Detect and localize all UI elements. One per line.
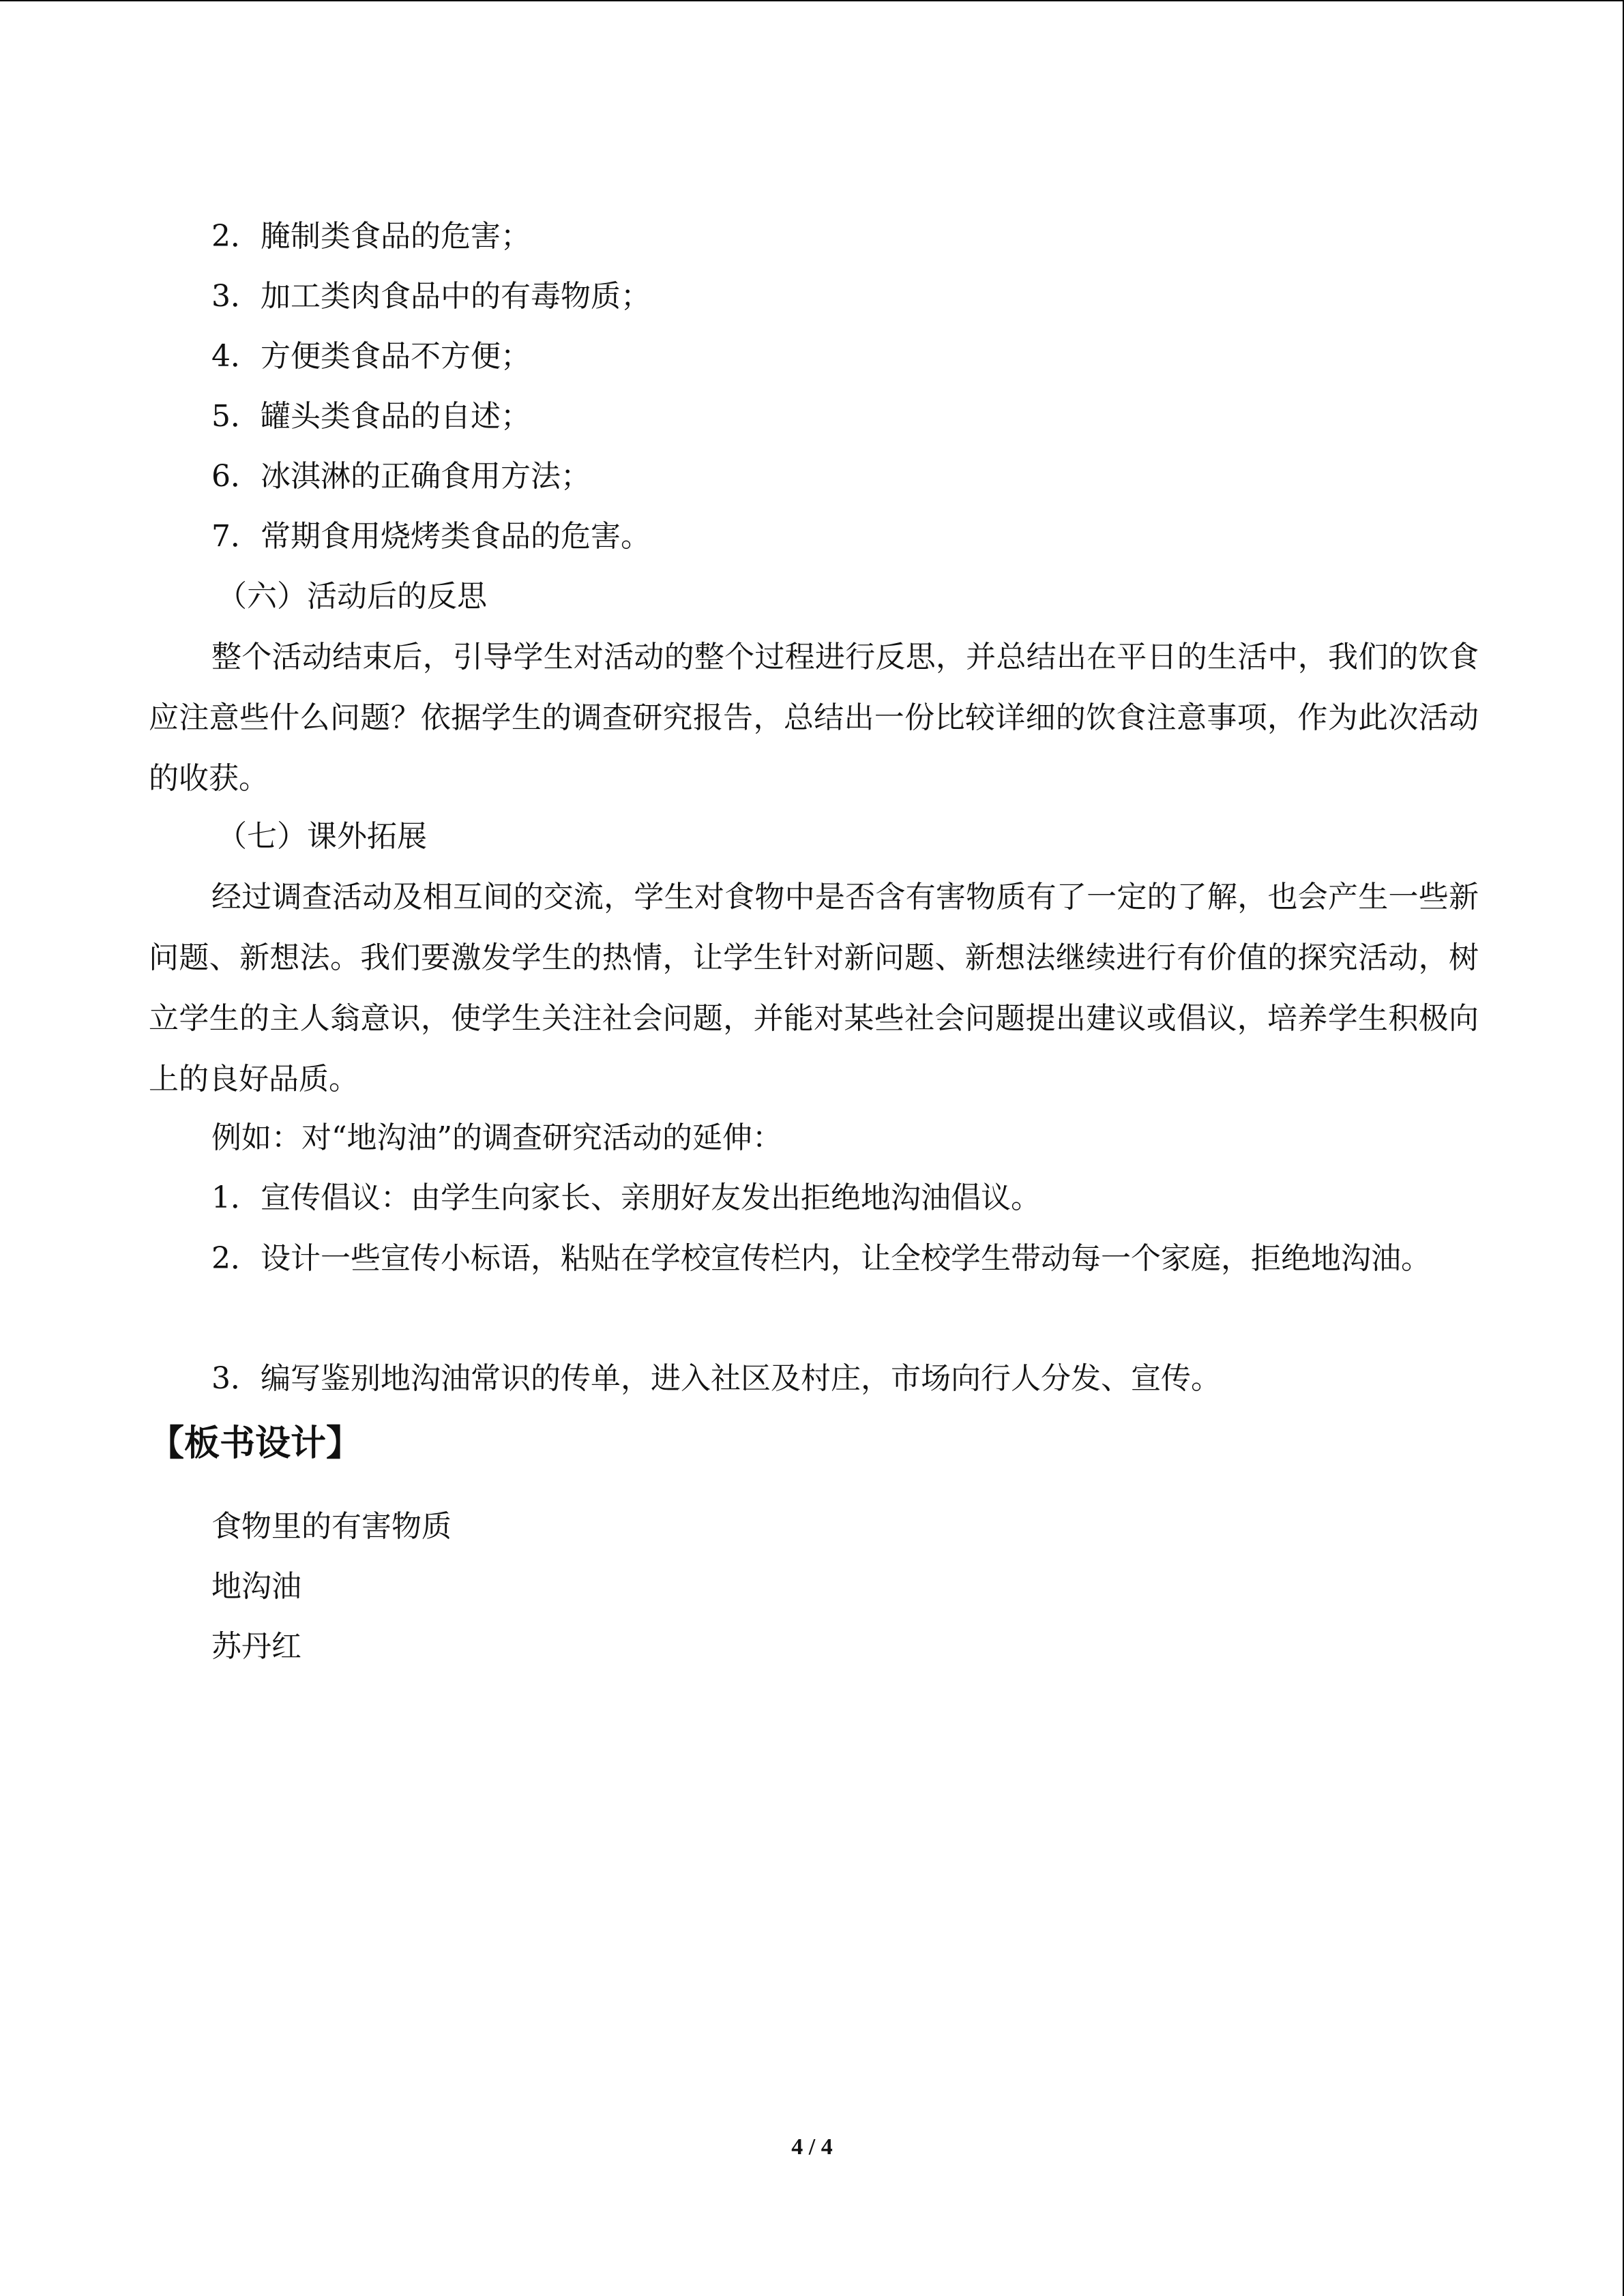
section-title: （七）课外拓展 [217,819,427,854]
list-item: 2．设计一些宣传小标语，粘贴在学校宣传栏内，让全校学生带动每一个家庭，拒绝地沟油。 [211,1241,1431,1276]
board-line: 食物里的有害物质 [211,1509,452,1544]
list-item: 6．冰淇淋的正确食用方法； [211,459,591,494]
page-number: 4 / 4 [791,2134,833,2160]
list-item: 2．腌制类食品的危害； [211,219,531,254]
example-intro: 例如：对“地沟油”的调查研究活动的延伸： [211,1120,782,1155]
section-title: （六）活动后的反思 [217,579,487,614]
paragraph: 整个活动结束后，引导学生对活动的整个过程进行反思，并总结出在平日的生活中，我们的饮食应注意些什么问题？依据学生的调查研究报告，总结出一份比较详细的饮食注意事项，作为此次活动的收获。 [149,640,1479,796]
paragraph: 经过调查活动及相互间的交流，学生对食物中是否含有害物质有了一定的了解，也会产生一些新问题、新想法。我们要激发学生的热情，让学生针对新问题、新想法继续进行有价值的探究活动，树立学生的主人翁意识，使学生关注社会问题，并能对某些社会问题提出建议或倡议，培养学生积极向上的良好品质。 [149,880,1479,1097]
list-item: 5．罐头类食品的自述； [211,399,531,434]
list-item: 4．方便类食品不方便； [211,339,531,374]
list-item: 7．常期食用烧烤类食品的危害。 [211,519,651,554]
board-line: 苏丹红 [211,1629,301,1664]
list-item: 3．编写鉴别地沟油常识的传单，进入社区及村庄，市场向行人分发、宣传。 [211,1361,1221,1396]
list-item: 3．加工类肉食品中的有毒物质； [211,279,651,314]
board-line: 地沟油 [211,1569,301,1604]
list-item: 1．宣传倡议：由学生向家长、亲朋好友发出拒绝地沟油倡议。 [211,1180,1041,1215]
board-heading: 【板书设计】 [149,1423,362,1464]
